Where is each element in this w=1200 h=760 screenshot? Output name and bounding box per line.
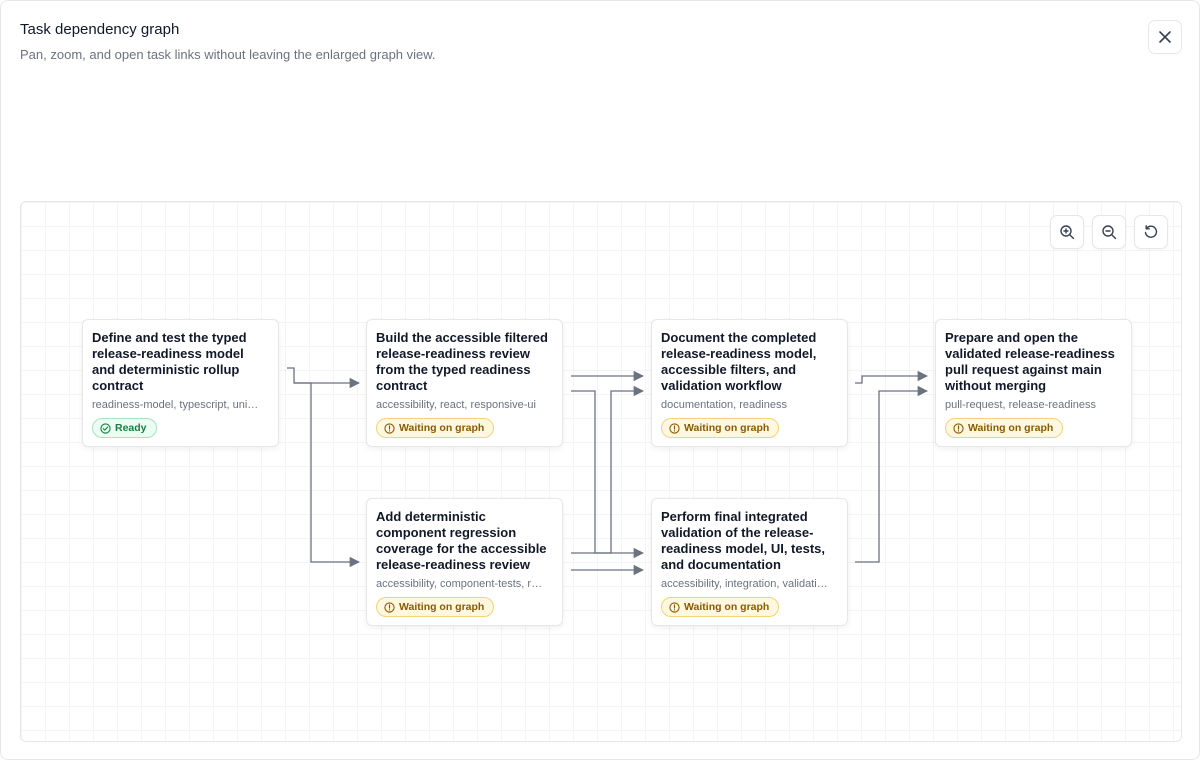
task-title: Build the accessible filtered release-readiness review from the typed readiness contract: [376, 330, 548, 393]
dialog-description: Pan, zoom, and open task links without leaving the enlarged graph view.: [20, 47, 436, 62]
task-tags: accessibility, integration, validati…: [661, 578, 828, 590]
edge-1-3: [294, 383, 359, 562]
task-node-define-model[interactable]: [82, 319, 279, 447]
graph-canvas[interactable]: [20, 201, 1182, 742]
zoom-out-button[interactable]: [1092, 215, 1126, 249]
task-title: Perform final integrated validation of the release-readiness model, UI, tests, and documentation: [661, 509, 826, 572]
alert-circle-icon: [384, 602, 395, 613]
task-node-build-review[interactable]: [366, 319, 563, 447]
status-badge: [661, 597, 779, 617]
task-node-documentation[interactable]: [651, 319, 848, 447]
task-title: Define and test the typed release-readiness model and deterministic rollup contract: [92, 330, 247, 393]
status-badge: [376, 597, 494, 617]
zoom-in-icon: [1059, 224, 1075, 240]
status-badge: [945, 418, 1063, 438]
task-tags: readiness-model, typescript, uni…: [92, 399, 259, 411]
status-label: Waiting on graph: [968, 422, 1054, 434]
edge-5-6: [855, 391, 927, 562]
status-label: Waiting on graph: [399, 601, 485, 613]
edge-2-5: [571, 391, 643, 553]
task-node-pull-request[interactable]: [935, 319, 1132, 447]
alert-circle-icon: [953, 423, 964, 434]
status-label: Ready: [115, 422, 147, 434]
alert-circle-icon: [669, 423, 680, 434]
zoom-out-icon: [1101, 224, 1117, 240]
alert-circle-icon: [384, 423, 395, 434]
status-label: Waiting on graph: [684, 601, 770, 613]
status-badge: [376, 418, 494, 438]
task-title: Add deterministic component regression coverage for the accessible release-readiness review: [376, 509, 547, 572]
reset-icon: [1143, 224, 1159, 240]
close-icon: [1158, 30, 1172, 44]
task-node-final-validation[interactable]: [651, 498, 848, 626]
reset-view-button[interactable]: [1134, 215, 1168, 249]
task-node-regression-coverage[interactable]: [366, 498, 563, 626]
task-title: Prepare and open the validated release-readiness pull request against main without merging: [945, 330, 1115, 393]
status-label: Waiting on graph: [399, 422, 485, 434]
task-tags: accessibility, component-tests, r…: [376, 578, 543, 590]
close-button[interactable]: [1148, 20, 1182, 54]
status-label: Waiting on graph: [684, 422, 770, 434]
status-badge: [661, 418, 779, 438]
task-tags: pull-request, release-readiness: [945, 399, 1097, 411]
task-title: Document the completed release-readiness model, accessible filters, and validation workflow: [661, 330, 817, 393]
task-tags: accessibility, react, responsive-ui: [376, 399, 536, 411]
task-tags: documentation, readiness: [661, 399, 787, 411]
edge-1-2: [287, 368, 359, 383]
edge-3-4: [571, 391, 643, 553]
edge-4-6: [855, 376, 927, 383]
alert-circle-icon: [669, 602, 680, 613]
dialog-title: Task dependency graph: [20, 21, 180, 38]
check-circle-icon: [100, 423, 111, 434]
dependency-edges: [21, 202, 1182, 742]
status-badge: [92, 418, 157, 438]
zoom-in-button[interactable]: [1050, 215, 1084, 249]
